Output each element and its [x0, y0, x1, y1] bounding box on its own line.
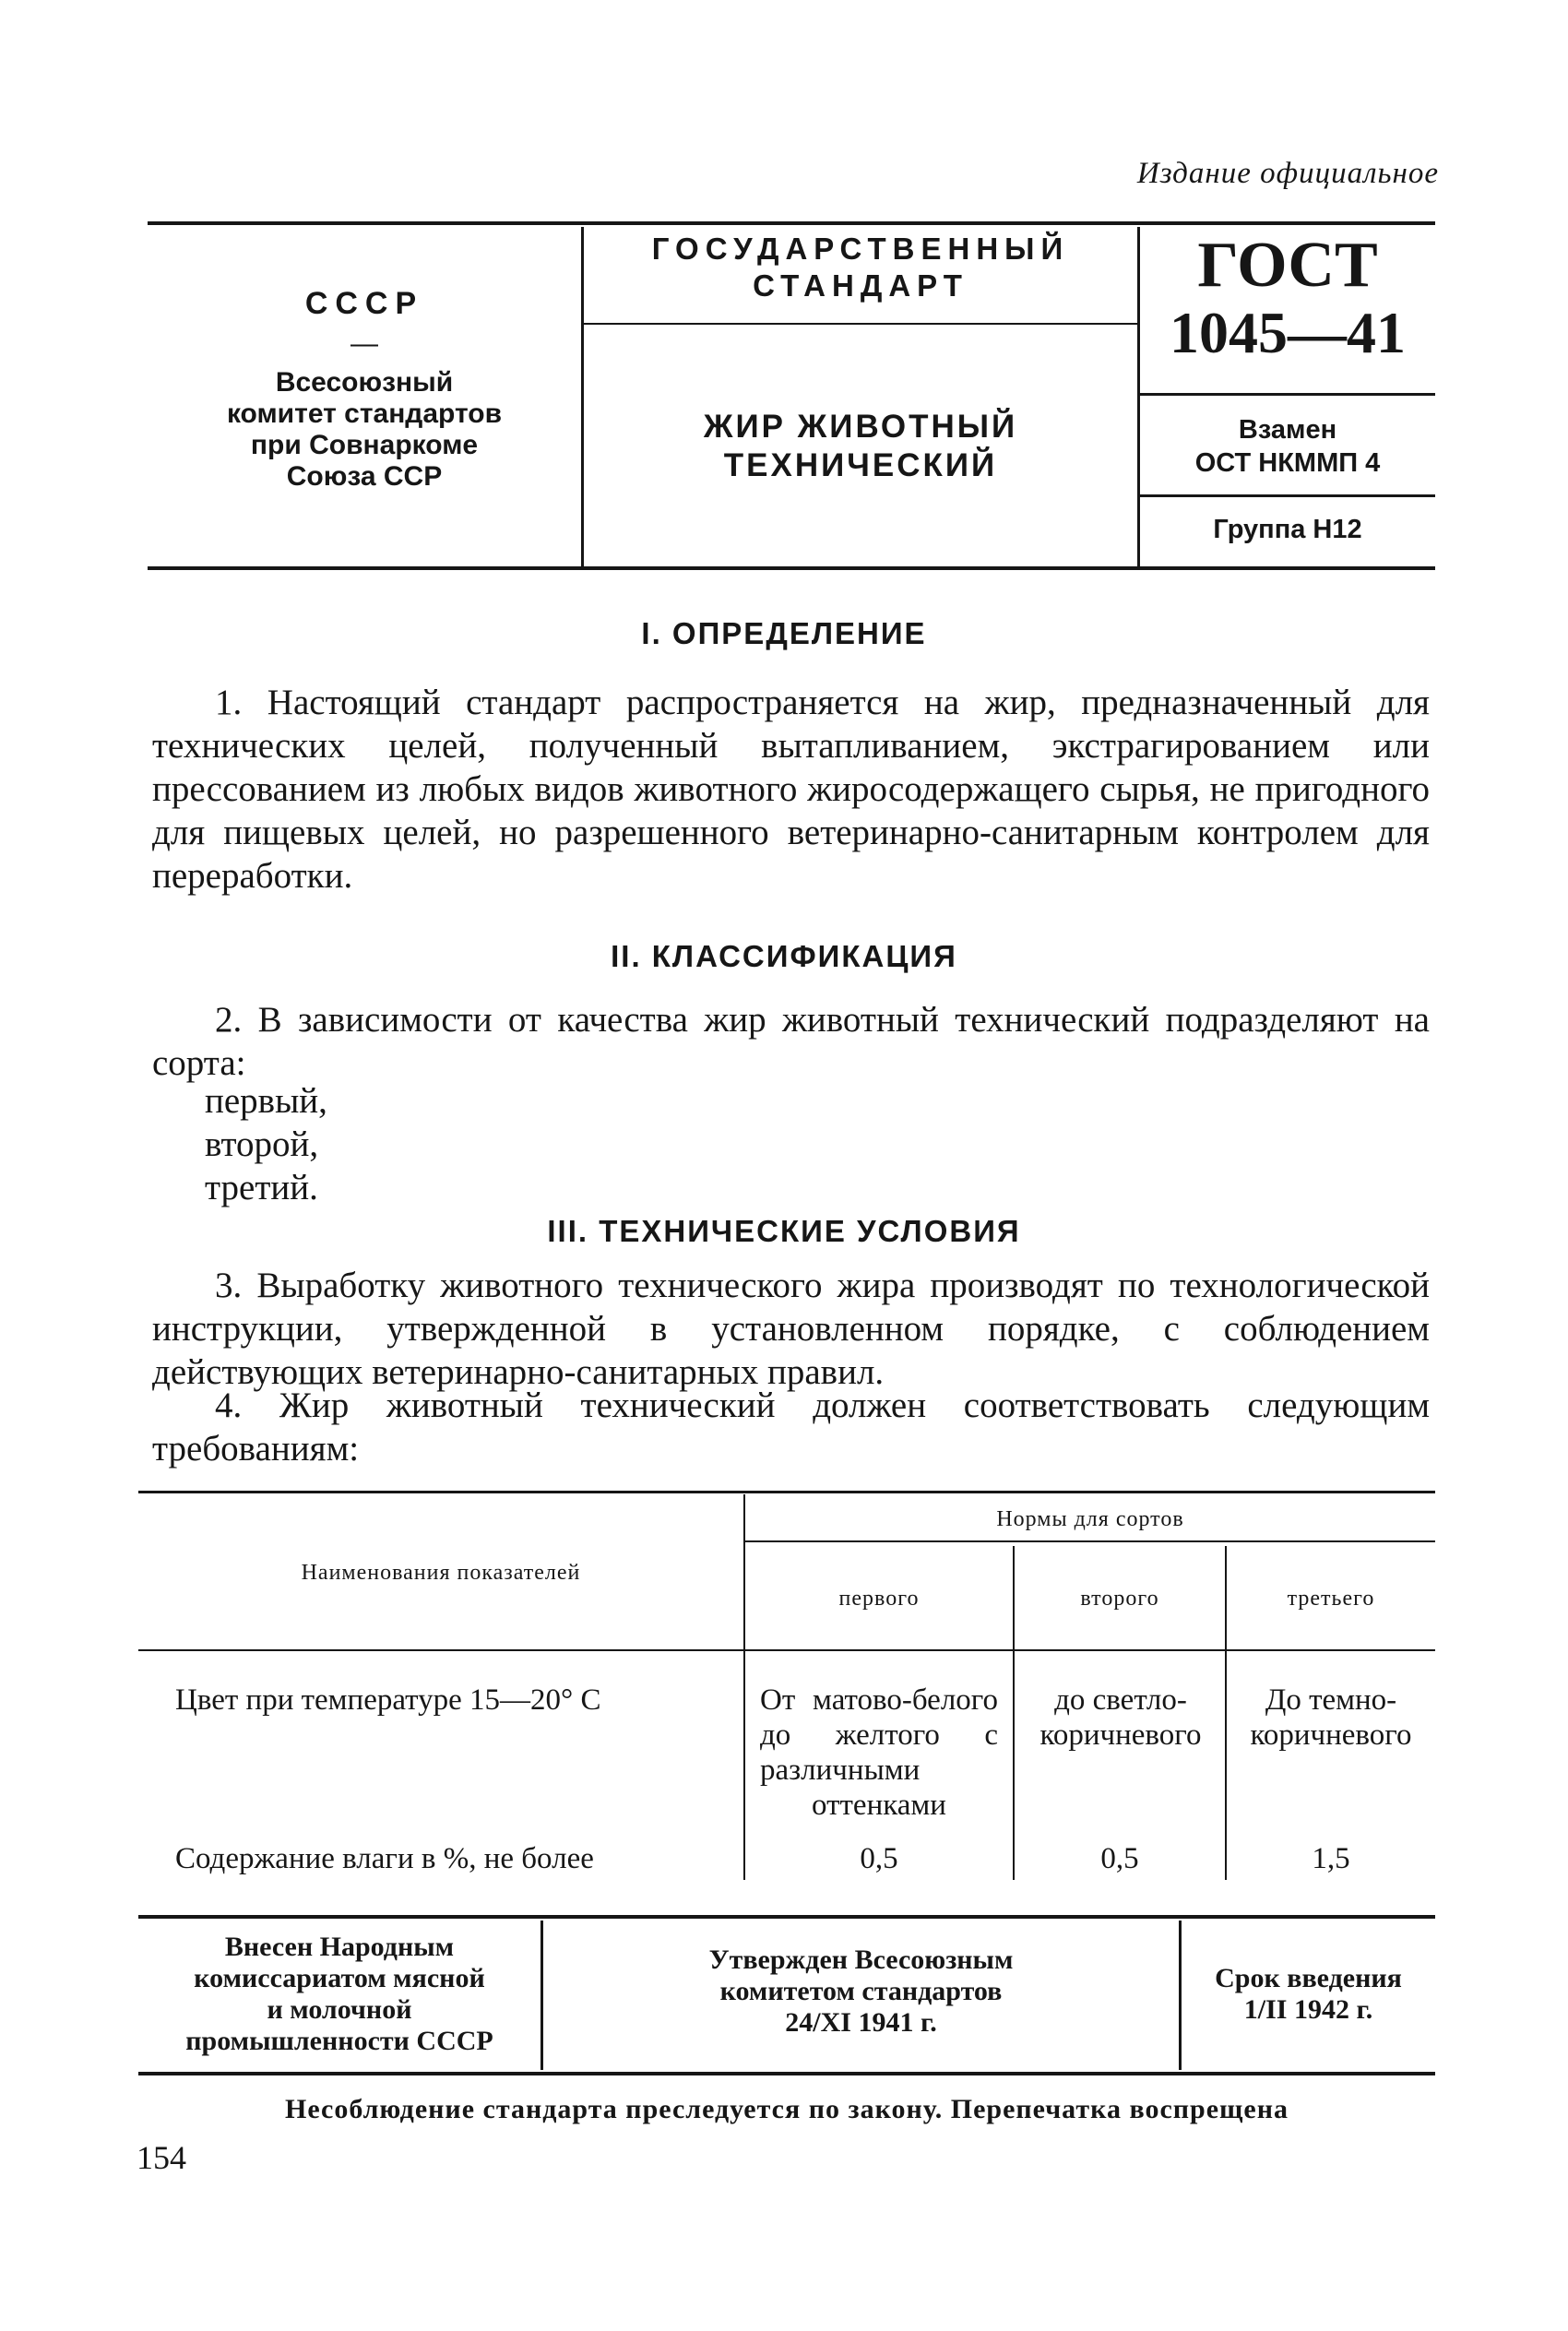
header-top-rule [148, 221, 1435, 225]
table-header-grade-1: первого [838, 1587, 920, 1611]
header-right-rule-2 [1140, 494, 1435, 497]
footer-introduced-line-4: промышленности СССР [185, 2026, 493, 2056]
table-top-rule [138, 1491, 1435, 1493]
grade-list [205, 1079, 666, 1209]
section-1-title: I. ОПРЕДЕЛЕНИЕ [641, 616, 927, 650]
grade-item-2: второй, [205, 1124, 319, 1164]
footer-approved [543, 1944, 1179, 2039]
table-row-1-value-3: До темно-коричневого [1250, 1683, 1412, 1752]
footer-top-rule [138, 1915, 1435, 1919]
gost-number: 1045—41 [1170, 300, 1406, 365]
standard-title-line-1: ЖИР ЖИВОТНЫЙ [703, 409, 1018, 445]
table-header-grade-3: третьего [1287, 1587, 1375, 1611]
legal-notice: Несоблюдение стандарта преследуется по закону. Перепечатка воспрещена [285, 2094, 1289, 2124]
replaces-block [1140, 413, 1435, 480]
paragraph-1: 1. Настоящий стандарт распространяется на жир, предназначенный для технических целей, полученный вытапливанием, экстрагированием или прессованием из любых видов животного жиросодержащего сырья, не пригодного для пищевых целей, но разрешенного ветеринарно-санитарным контролем для переработки. [152, 683, 1430, 896]
replaces-line-1: Взамен [1238, 415, 1337, 445]
header-right-rule-1 [1140, 393, 1435, 396]
paragraph-3: 3. Выработку животного технического жира производят по технологической инструкции, утвержденной в установленном порядке, с соблюдением действующих ветеринарно-санитарных правил. [152, 1266, 1430, 1392]
footer-bottom-rule [138, 2072, 1435, 2075]
table-row-2-name: Содержание влаги в %, не более [175, 1842, 594, 1875]
country-label: СССР [304, 286, 424, 321]
footer-approved-line-1: Утвержден Всесоюзным [708, 1944, 1014, 1975]
standard-title [584, 408, 1137, 485]
table-row-2-value-2: 0,5 [1100, 1842, 1139, 1875]
table-header-rule [138, 1649, 1435, 1651]
footer-introduced [138, 1932, 540, 2057]
footer-introduced-line-2: комиссариатом мясной [194, 1963, 485, 1993]
committee-line-4: Союза ССР [286, 461, 443, 492]
footer-effective [1182, 1963, 1435, 2026]
table-norms-rule [745, 1540, 1435, 1542]
section-3-title: III. ТЕХНИЧЕСКИЕ УСЛОВИЯ [547, 1214, 1021, 1248]
standard-type-line-1: ГОСУДАРСТВЕННЫЙ [651, 232, 1070, 266]
footer-effective-line-2: 1/II 1942 г. [1243, 1994, 1373, 2025]
header-bottom-rule [148, 566, 1435, 570]
gost-label: ГОСТ [1197, 230, 1378, 301]
replaces-line-2: ОСТ НКММП 4 [1194, 448, 1381, 478]
table-vline-1 [743, 1494, 745, 1880]
committee-block [148, 367, 581, 493]
table-header-indicator: Наименования показателей [301, 1561, 581, 1585]
table-header-grade-2: второго [1080, 1587, 1159, 1611]
footer-introduced-line-1: Внесен Народным [224, 1932, 455, 1962]
footer-introduced-line-3: и молочной [267, 1994, 412, 2025]
footer-approved-line-3: 24/XI 1941 г. [785, 2007, 937, 2038]
committee-line-2: комитет стандартов [226, 398, 503, 429]
section-2-title: II. КЛАССИФИКАЦИЯ [611, 939, 957, 973]
table-header-norms: Нормы для сортов [996, 1507, 1184, 1531]
page-number: 154 [137, 2139, 186, 2176]
grade-item-3: третий. [205, 1168, 318, 1207]
committee-line-1: Всесоюзный [275, 367, 454, 398]
paragraph-2: 2. В зависимости от качества жир животный технический подразделяют на сорта: [152, 1000, 1430, 1083]
table-row-1-name: Цвет при температуре 15—20° С [175, 1683, 601, 1717]
table-row-2-value-1: 0,5 [860, 1842, 898, 1875]
edition-note: Издание официальное [1136, 157, 1439, 190]
table-row-1-value-2: до светло-коричневого [1039, 1683, 1202, 1752]
standard-type [584, 231, 1137, 304]
table-row-2-value-3: 1,5 [1312, 1842, 1350, 1875]
paragraph-4: 4. Жир животный технический должен соответствовать следующим требованиям: [152, 1386, 1430, 1469]
group-label: Группа Н12 [1213, 515, 1362, 544]
country-dash: — [350, 328, 378, 359]
standard-type-line-2: СТАНДАРТ [753, 268, 968, 303]
grade-item-1: первый, [205, 1081, 327, 1121]
footer-approved-line-2: комитетом стандартов [719, 1976, 1003, 2006]
committee-line-3: при Совнаркоме [250, 430, 479, 460]
table-row-1-value-1: От матово-белого до желтого с различными оттенками [760, 1683, 998, 1822]
standard-title-line-2: ТЕХНИЧЕСКИЙ [723, 447, 998, 483]
footer-effective-line-1: Срок введения [1215, 1963, 1402, 1993]
header-middle-rule [583, 323, 1137, 325]
